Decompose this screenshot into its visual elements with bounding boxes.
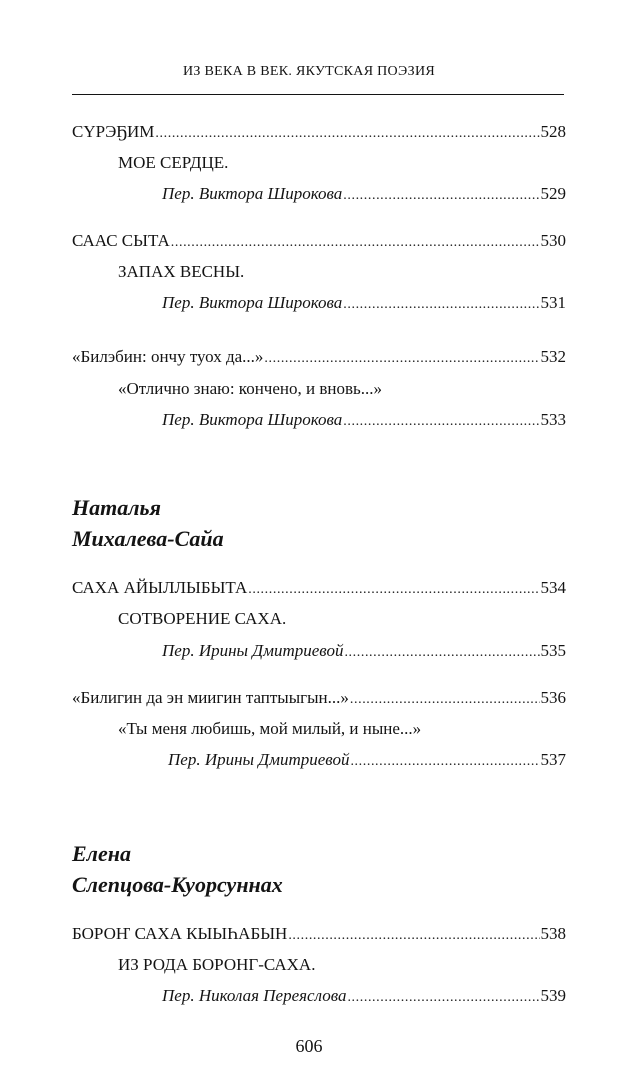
entry-translation-title: ИЗ РОДА БОРОНГ-САХА.	[118, 955, 316, 974]
entry-page: 539	[540, 986, 566, 1005]
dot-leader	[347, 986, 539, 1010]
toc-entry	[72, 686, 566, 710]
entry-page: 529	[540, 184, 566, 203]
toc-entry	[168, 748, 566, 772]
entry-title: БОРОҤ САХА КЫЫҺАБЫН	[72, 924, 288, 943]
entry-page: 536	[540, 688, 566, 707]
entry-title: САХА АЙЫЛЛЫБЫТА	[72, 578, 248, 597]
dot-leader	[171, 231, 540, 255]
dot-leader	[350, 688, 540, 712]
entry-page: 538	[540, 924, 566, 943]
dot-leader	[248, 578, 539, 602]
dot-leader	[343, 410, 539, 434]
entry-page: 533	[540, 410, 566, 429]
entry-page: 532	[540, 347, 566, 366]
entry-translation-title: ЗАПАХ ВЕСНЫ.	[118, 262, 245, 281]
dot-leader	[264, 347, 539, 371]
running-head: ИЗ ВЕКА В ВЕК. ЯКУТСКАЯ ПОЭЗИЯ	[182, 64, 436, 79]
toc-entry	[72, 576, 566, 600]
page-number: 606	[295, 1036, 323, 1056]
entry-translation-title: «Ты меня любишь, мой милый, и ныне...»	[118, 719, 422, 738]
dot-leader	[155, 122, 539, 146]
dot-leader	[343, 184, 539, 208]
entry-page: 531	[540, 293, 566, 312]
entry-translator: Пер. Виктора Широкова	[162, 293, 343, 312]
dot-leader	[288, 924, 539, 948]
entry-page: 530	[540, 231, 566, 250]
author-last-name: Слепцова-Куорсуннах	[72, 872, 283, 897]
entry-translation-title: СОТВОРЕНИЕ САХА.	[118, 609, 287, 628]
entry-translation-title: «Отлично знаю: кончено, и вновь...»	[118, 379, 382, 398]
toc-entry	[162, 182, 566, 206]
toc-entry	[162, 408, 566, 432]
entry-translator: Пер. Виктора Широкова	[162, 184, 343, 203]
dot-leader	[344, 641, 539, 665]
entry-title: «Билигин да эн миигин таптыыгын...»	[72, 688, 349, 707]
author-first-name: Наталья	[72, 495, 161, 520]
toc-entry	[72, 922, 566, 946]
dot-leader	[350, 750, 539, 774]
dot-leader	[343, 293, 539, 317]
entry-translator: Пер. Ирины Дмитриевой	[168, 750, 350, 769]
author-first-name: Елена	[72, 841, 131, 866]
author-last-name: Михалева-Сайа	[72, 526, 224, 551]
entry-page: 528	[540, 122, 566, 141]
entry-title: СҮРЭҔИМ	[72, 122, 155, 141]
toc-entry	[72, 345, 566, 369]
entry-translator: Пер. Ирины Дмитриевой	[162, 641, 344, 660]
entry-translator: Пер. Виктора Широкова	[162, 410, 343, 429]
entry-title: СААС СЫТА	[72, 231, 170, 250]
toc-entry	[162, 291, 566, 315]
toc-entry	[72, 229, 566, 253]
toc-entry	[162, 984, 566, 1008]
toc-entry	[72, 120, 566, 144]
entry-page: 535	[540, 641, 566, 660]
entry-translator: Пер. Николая Переяслова	[162, 986, 347, 1005]
toc-entry	[162, 639, 566, 663]
entry-page: 534	[540, 578, 566, 597]
entry-translation-title: МОЕ СЕРДЦЕ.	[118, 153, 229, 172]
header-rule	[72, 94, 564, 95]
entry-title: «Билэбин: ончу туох да...»	[72, 347, 264, 366]
entry-page: 537	[540, 750, 566, 769]
